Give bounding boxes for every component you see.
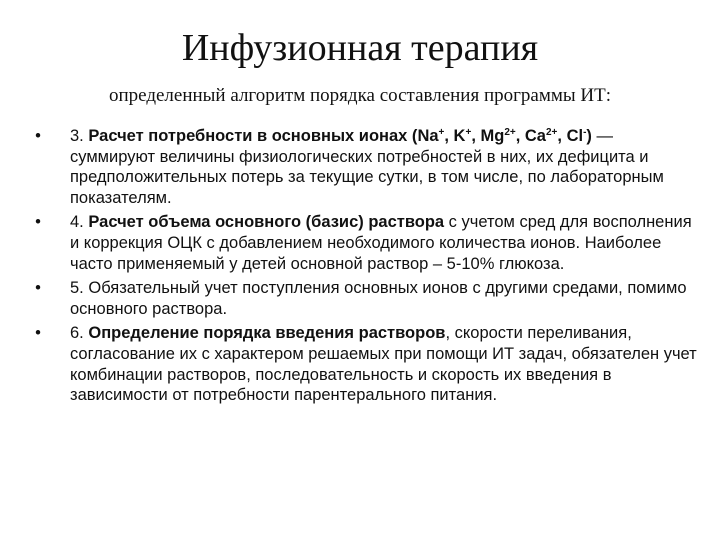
item-number: 4. xyxy=(70,213,84,232)
bullet-dot: • xyxy=(35,213,41,232)
bullet-dot: • xyxy=(35,279,41,298)
bullet-item-6 xyxy=(30,323,700,405)
item-body: , скорости переливания, согласование их с характером решаемых при помощи ИТ задач, обязателен учет комбинации растворов, последовательность и скорость их введения в зависимости от потребности парентерального питания. xyxy=(70,324,697,405)
ion-charge: 2+ xyxy=(545,127,558,138)
ion-charge: + xyxy=(465,127,472,138)
bullet-item-5 xyxy=(30,278,700,319)
bullet-item-3 xyxy=(30,126,700,208)
item-body: Обязательный учет поступления основных ионов с другими средами, помимо основного раствора. xyxy=(70,279,687,318)
ion-symbol: K xyxy=(453,127,466,145)
slide-title: Инфузионная терапия xyxy=(181,27,539,69)
ion-charge: + xyxy=(438,127,445,138)
item-number: 5. xyxy=(70,279,84,298)
bullet-dot: • xyxy=(35,324,41,343)
ion-charge: 2+ xyxy=(504,127,516,138)
item-heading: Расчет объема основного (базис) раствора xyxy=(88,213,445,232)
bullet-item-4 xyxy=(30,212,700,274)
ion-charge: - xyxy=(583,127,587,138)
ion-symbol: Cl xyxy=(566,127,584,145)
bullet-dot: • xyxy=(35,127,41,145)
item-body: с учетом сред для восполнения и коррекция ОЦК с добавлением необходимого количества ионов. Наиболее часто применяемый у детей основной раствор – 5-10% глюкоза. xyxy=(70,213,692,273)
item-heading: Определение порядка введения растворов xyxy=(88,324,446,343)
ion-symbol: Mg xyxy=(480,127,505,145)
item-body: — суммируют величины физиологических потребностей в них, их дефицита и предположительных потерь за текущие сутки, в том числе, по лабораторным показателям. xyxy=(70,127,664,207)
item-number: 3. xyxy=(70,127,84,145)
ion-symbol: Na xyxy=(417,127,439,145)
bullet-list xyxy=(30,126,700,410)
item-heading-text: Расчет потребности в основных ионах ( xyxy=(88,127,418,145)
item-number: 6. xyxy=(70,324,84,343)
slide-subtitle: определенный алгоритм порядка составления программы ИТ: xyxy=(108,85,612,106)
item-heading: Расчет потребности в основных ионах (Na+, K+, $Mg^{2+}$, $Ca^{2+}$, Cl-) xyxy=(88,127,592,145)
ion-symbol: Ca xyxy=(524,127,546,145)
